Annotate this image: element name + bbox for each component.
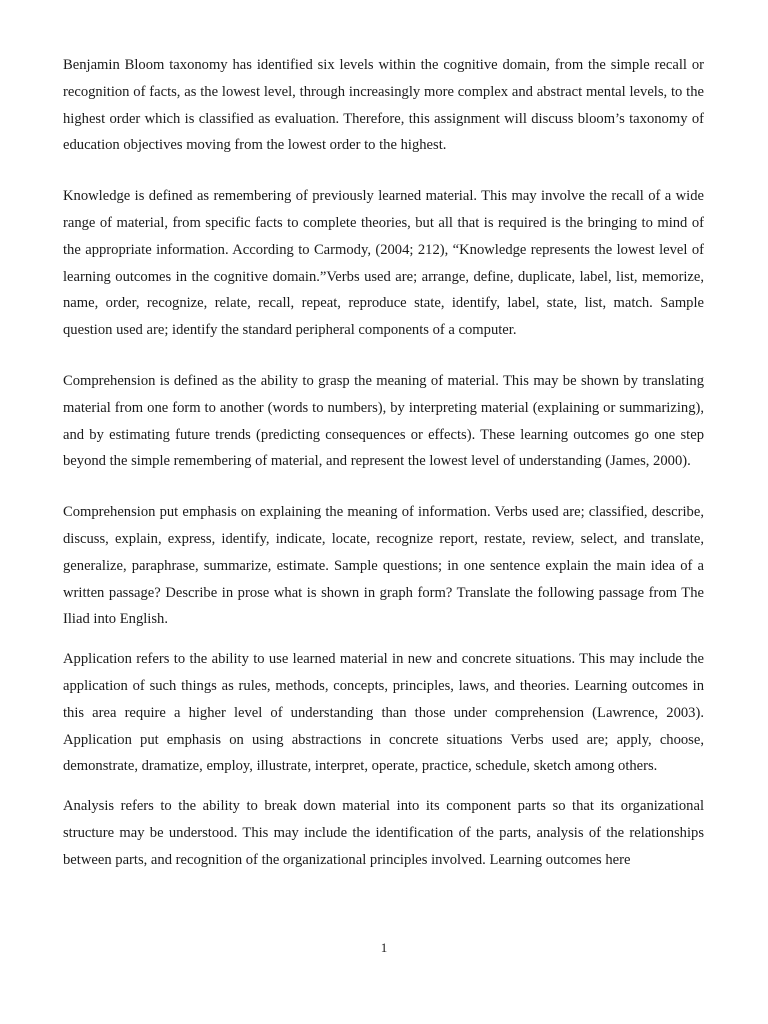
paragraph-analysis: Analysis refers to the ability to break down material into its component parts so that its organizational structure may be understood. This may include the identification of the parts, analysis of the relationships between parts, and recognition of the organizational principles involved. Learning outcomes here [63, 798, 704, 868]
document-body [63, 52, 704, 874]
page-number: 1 [380, 940, 388, 955]
paragraph-knowledge: Knowledge is defined as remembering of previously learned material. This may involve the recall of a wide range of material, from specific facts to complete theories, but all that is required is the bringing to mind of the appropriate information. According to Carmody, (2004; 212), “Knowledge represents the lowest level of learning outcomes in the cognitive domain.”Verbs used are; arrange, define, duplicate, label, list, memorize, name, order, recognize, relate, recall, repeat, reproduce state, identify, label, state, list, match. Sample question used are; identify the standard peripheral components of a computer. [63, 188, 704, 339]
paragraph-intro: Benjamin Bloom taxonomy has identified six levels within the cognitive domain, from the simple recall or recognition of facts, as the lowest level, through increasingly more complex and abstract mental levels, to the highest order which is classified as evaluation. Therefore, this assignment will discuss bloom’s taxonomy of education objectives moving from the lowest order to the highest. [63, 57, 704, 154]
paragraph-application: Application refers to the ability to use learned material in new and concrete situations. This may include the application of such things as rules, methods, concepts, principles, laws, and theories. Learning outcomes in this area require a higher level of understanding than those under comprehension (Lawrence, 2003). Application put emphasis on using abstractions in concrete situations Verbs used are; apply, choose, demonstrate, dramatize, employ, illustrate, interpret, operate, practice, schedule, sketch among others. [63, 651, 704, 775]
paragraph-comprehension-verbs: Comprehension put emphasis on explaining the meaning of information. Verbs used are; classified, describe, discuss, explain, express, identify, indicate, locate, recognize report, restate, review, select, and translate, generalize, paraphrase, summarize, estimate. Sample questions; in one sentence explain the main idea of a written passage? Describe in prose what is shown in graph form? Translate the following passage from The Iliad into English. [63, 504, 704, 628]
paragraph-comprehension-definition: Comprehension is defined as the ability to grasp the meaning of material. This may be shown by translating material from one form to another (words to numbers), by interpreting material (explaining or summarizing), and by estimating future trends (predicting consequences or effects). These learning outcomes go one step beyond the simple remembering of material, and represent the lowest level of understanding (James, 2000). [63, 372, 704, 470]
